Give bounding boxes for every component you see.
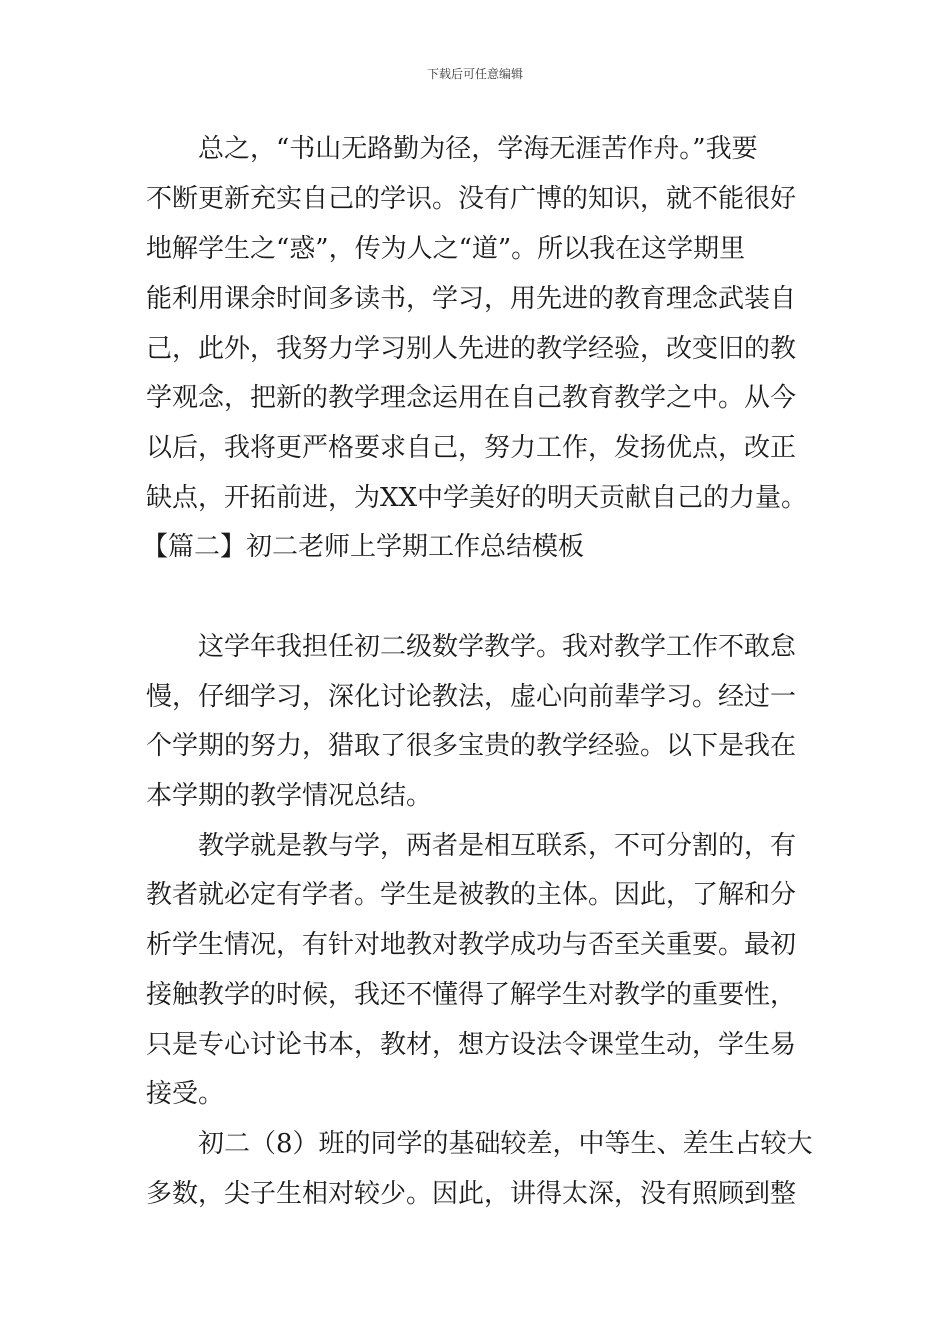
text-line: 接受。 [146,1079,225,1109]
text-line: 只是专心讨论书本，教材，想方设法令课堂生动，学生易 [146,1030,797,1060]
text-line: 以后，我将更严格要求自己，努力工作，发扬优点，改正 [146,433,797,463]
text-line: 能利用课余时间多读书，学习，用先进的教育理念武装自 [146,284,797,314]
page-header: 下载后可任意编辑 [426,67,523,81]
text-line: 个学期的努力，猎取了很多宝贵的教学经验。以下是我在 [146,731,797,761]
text-line: 学观念，把新的教学理念运用在自己教育教学之中。从今 [146,383,797,413]
text-line: 这学年我担任初二级数学教学。我对教学工作不敢怠 [198,632,797,662]
text-line: 析学生情况，有针对地教对教学成功与否至关重要。最初 [146,930,797,960]
section-heading: 【篇二】初二老师上学期工作总结模板 [142,532,585,562]
text-line: 地解学生之“惑”，传为人之“道”。所以我在这学期里 [146,234,746,264]
text-line: 慢，仔细学习，深化讨论教法，虚心向前辈学习。经过一 [146,682,797,712]
text-line: 教者就必定有学者。学生是被教的主体。因此，了解和分 [146,880,797,910]
text-line: 教学就是教与学，两者是相互联系，不可分割的，有 [198,831,797,861]
text-line: 本学期的教学情况总结。 [146,781,433,811]
text-line: 缺点，开拓前进，为XX中学美好的明天贡献自己的力量。 [146,483,808,513]
text-line: 初二（8）班的同学的基础较差，中等生、差生占较大 [198,1129,813,1159]
text-line: 接触教学的时候，我还不懂得了解学生对教学的重要性， [146,980,797,1010]
text-line: 己，此外，我努力学习别人先进的教学经验，改变旧的教 [146,334,797,364]
text-line: 不断更新充实自己的学识。没有广博的知识，就不能很好 [146,184,797,214]
text-line: 多数，尖子生相对较少。因此，讲得太深，没有照顾到整 [146,1179,797,1209]
text-line: 总之，“书山无路勤为径，学海无涯苦作舟。”我要 [198,134,758,164]
